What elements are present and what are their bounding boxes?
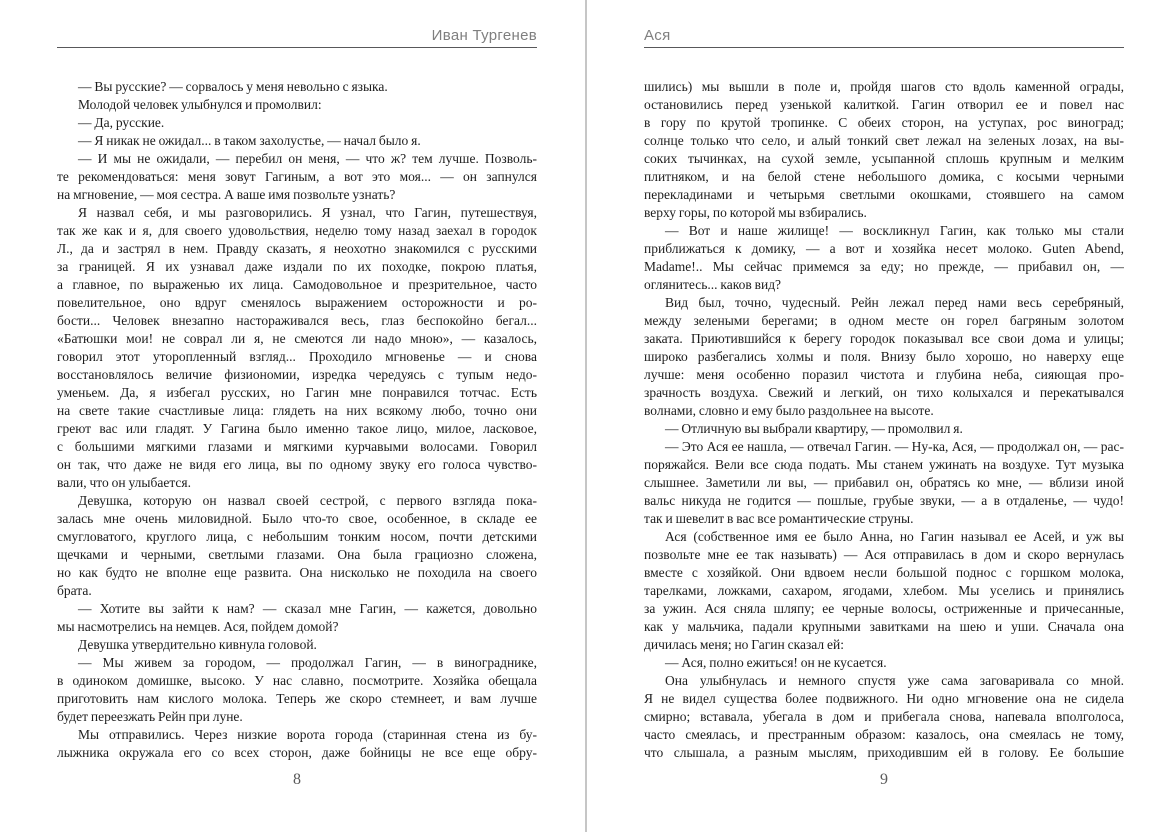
text-line: а главное, по выраженью их лица. Самодовольное и презрительное, часто [57, 277, 537, 292]
text-line: слышнее. Заметили ли вы, — прибавил он, обратясь ко мне, — вблизи иной [644, 475, 1124, 490]
text-line: бости... Человек внезапно настораживался весь, глаз беспокойно бегал... [57, 313, 537, 328]
text-line: лыжника окружала его со всех сторон, даже бойницы не все еще обру- [57, 745, 537, 760]
text-line: Я не видел существа более подвижного. Ни одно мгновение она не сидела [644, 691, 1124, 706]
text-line: — Хотите вы зайти к нам? — сказал мне Гагин, — кажется, довольно [78, 601, 537, 616]
text-line: Она улыбнулась и немного спустя уже сама заговаривала со мной. [665, 673, 1124, 688]
running-header-title: Ася [644, 27, 671, 44]
text-line: Madame!.. Мы сейчас примемся за еду; но прежде, — прибавил он, — [644, 259, 1124, 274]
text-line: шились) мы вышли в поле и, пройдя шагов сто вдоль каменной ограды, [644, 79, 1124, 94]
text-line: за ужин. Ася сняла шляпу; ее черные волосы, остриженные и причесанные, [644, 601, 1124, 616]
text-line: восстановлялось величие физиономии, изредка чередуясь с тупым недо- [57, 367, 537, 382]
text-line: Я назвал себя, и мы разговорились. Я узнал, что Гагин, путешествуя, [78, 205, 537, 220]
text-line: Молодой человек улыбнулся и промолвил: [78, 97, 322, 112]
text-line: но как будто не вполне еще развита. Она нисколько не походила на своего [57, 565, 537, 580]
text-line: говорил этот уторопленный взгляд... Проходило мгновенье — и снова [57, 349, 537, 364]
text-line: те рекомендоваться: меня зовут Гагиным, а вот это моя... — он запнулся [57, 169, 537, 184]
text-line: поряжайся. Вели все сюда подать. Мы станем ужинать на воздухе. Тут музыка [644, 457, 1124, 472]
text-line: залась мне очень миловидной. Было что-то свое, особенное, в складе ее [57, 511, 537, 526]
text-line: будет переезжать Рейн при луне. [57, 709, 243, 724]
text-line: греют вас или гладят. У Гагина было именно такое лицо, милое, ласковое, [57, 421, 537, 436]
text-line: вместе с хозяйкой. Они вдвоем несли большой поднос с горшком молока, [644, 565, 1124, 580]
text-line: Ася (собственное имя ее было Анна, но Гагин называл ее Асей, и уж вы [665, 529, 1124, 544]
text-line: — Вы русские? — сорвалось у меня невольно с языка. [78, 79, 388, 94]
text-line: соких тычинках, на сухой земле, усыпанной сплошь крупным и мелким [644, 151, 1124, 166]
page-number: 8 [293, 771, 301, 788]
text-line: Девушка утвердительно кивнула головой. [78, 637, 317, 652]
text-line: — Мы живем за городом, — продолжал Гагин, — в винограднике, [78, 655, 537, 670]
text-line: остановились перед узенькой калиткой. Гагин отворил ее и повел нас [644, 97, 1124, 112]
text-line: плитняком, и на белой стене небольшого домика, с косыми черными [644, 169, 1124, 184]
text-line: приближаться к домику, — а вот и хозяйка несет молоко. Guten Abend, [644, 241, 1124, 256]
page-number: 9 [880, 771, 888, 788]
text-line: в гору по крутой тропинке. С обеих сторон, на уступах, рос виноград; [644, 115, 1124, 130]
left-page-text [57, 78, 537, 762]
text-line: на свете такие счастливые лица: глядеть на них всякому любо, точно они [57, 403, 537, 418]
text-line: так же как и я, для своего удовольствия, неделю тому назад заехал в городок [57, 223, 537, 238]
text-line: — Ася, полно ежиться! он не кусается. [665, 655, 887, 670]
header-rule [57, 47, 537, 48]
text-line: дичилась меня; но Гагин сказал ей: [644, 637, 844, 652]
text-line: между зелеными берегами; в одном месте он горел багряным золотом [644, 313, 1124, 328]
text-line: зрачность воздуха. Свежий и легкий, он тихо колыхался и перекатывался [644, 385, 1124, 400]
text-line: заката. Приютившийся к берегу городок показывал все свои дома и улицы; [644, 331, 1124, 346]
text-line: «Батюшки мои! не соврал ли я, не смеются ли надо мною», — казалось, [57, 331, 537, 346]
text-line: верху горы, по которой мы взбирались. [644, 205, 867, 220]
text-line: приготовить нам кислого молока. Теперь же скоро стемнеет, и вам лучше [57, 691, 537, 706]
text-line: вальс никуда не годится — пошлые, грубые звуки, — а в отдаленье, — чудо! [644, 493, 1124, 508]
text-line: так и шевелит в вас все романтические струны. [644, 511, 914, 526]
text-line: он так, что даже не видя его лица, вы по одному звуку его голоса чувство- [57, 457, 537, 472]
text-line: широко разбегались холмы и поля. Внизу было хорошо, но наверху еще [644, 349, 1124, 364]
header-rule [644, 47, 1124, 48]
text-line: — Я никак не ожидал... в таком захолустье, — начал было я. [78, 133, 421, 148]
text-line: волнами, словно и ему было раздольнее на высоте. [644, 403, 934, 418]
text-line: щечками и черными, светлыми глазами. Она была грациозно сложена, [57, 547, 537, 562]
text-line: вали, что он улыбается. [57, 475, 191, 490]
text-line: мы насмотрелись на немцев. Ася, пойдем домой? [57, 619, 339, 634]
right-page-text [644, 78, 1124, 762]
text-line: тарелками, ложками, сахаром, ягодами, хлебом. Мы уселись и принялись [644, 583, 1124, 598]
text-line: позвольте мне ее так называть) — Ася отправилась в дом и скоро вернулась [644, 547, 1124, 562]
text-line: в одиноком домишке, высоко. У нас славно, посмотрите. Хозяйка обещала [57, 673, 537, 688]
text-line: часто смеялась, и престранным образом: казалось, она смеялась не тому, [644, 727, 1124, 742]
text-line: Мы отправились. Через низкие ворота города (старинная стена из бу- [78, 727, 537, 742]
text-line: Вид был, точно, чудесный. Рейн лежал перед нами весь серебряный, [665, 295, 1124, 310]
right-page [587, 0, 1172, 832]
text-line: Девушка, которую он назвал своей сестрой, с первого взгляда пока- [78, 493, 537, 508]
text-line: Л., да и застрял в нем. Правду сказать, я неохотно знакомился с русскими [57, 241, 537, 256]
text-line: смирно; вставала, убегала в дом и прибегала снова, напевала вполголоса, [644, 709, 1124, 724]
left-page [0, 0, 585, 832]
text-line: — И мы не ожидали, — перебил он меня, — что ж? тем лучше. Позволь- [78, 151, 537, 166]
text-line: как у мальчика, падали крупными завитками на шею и уши. Сначала она [644, 619, 1124, 634]
text-line: оглянитесь... каков вид? [644, 277, 782, 292]
text-line: повелительное, оно вдруг сменялось выражением осторожности и ро- [57, 295, 537, 310]
text-line: что слышала, а разным мыслям, приходившим ей в голову. Ее большие [644, 745, 1124, 760]
text-line: перекладинами и четырьмя светлыми окошками, стоявшего на самом [644, 187, 1124, 202]
text-line: — Вот и наше жилище! — воскликнул Гагин, как только мы стали [665, 223, 1124, 238]
text-line: смугловатого, круглого лица, с небольшим тонким носом, почти детскими [57, 529, 537, 544]
text-line: на мгновение, — моя сестра. А ваше имя позвольте узнать? [57, 187, 396, 202]
text-line: солнце только что село, и алый тонкий свет лежал на зеленых лозах, на вы- [644, 133, 1124, 148]
text-line: — Это Ася ее нашла, — отвечал Гагин. — Ну-ка, Ася, — продолжал он, — рас- [665, 439, 1124, 454]
running-header-author: Иван Тургенев [431, 27, 537, 44]
text-line: с большими мягкими глазами и мягкими курчавыми волосами. Говорил [57, 439, 537, 454]
text-line: брата. [57, 583, 92, 598]
text-line: лучше: меня особенно поразил чистота и глубина неба, сияющая про- [644, 367, 1124, 382]
text-line: — Отличную вы выбрали квартиру, — промолвил я. [665, 421, 963, 436]
text-line: за границей. Я их узнавал даже издали по их походке, покрою платья, [57, 259, 537, 274]
text-line: уменьем. Да, я избегал русских, но Гагин мне понравился тотчас. Есть [57, 385, 537, 400]
text-line: — Да, русские. [78, 115, 165, 130]
